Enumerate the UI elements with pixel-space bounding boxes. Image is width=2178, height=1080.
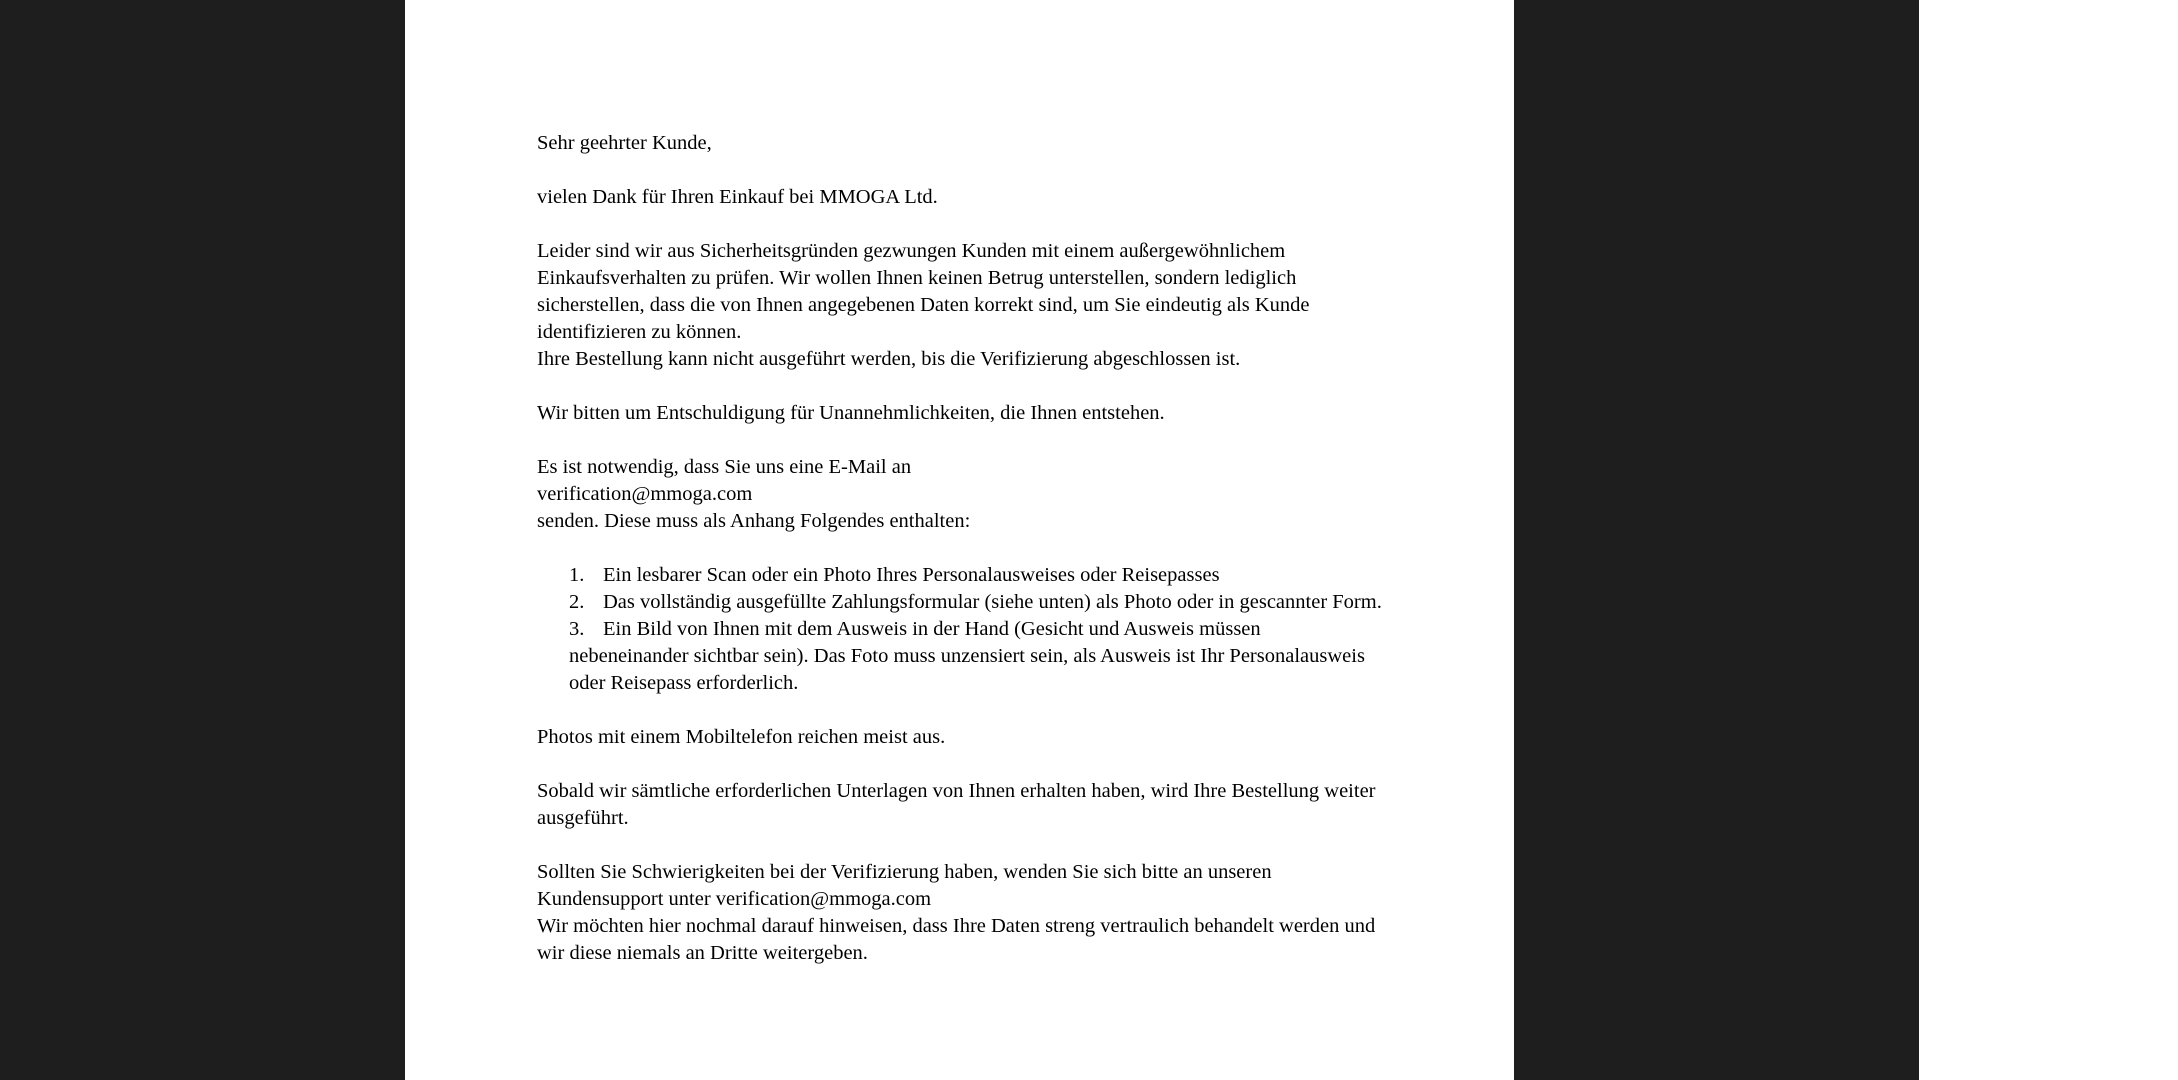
paragraph-gap: [537, 157, 1417, 184]
verification-email-address: verification@mmoga.com: [537, 483, 753, 505]
paragraph-gap: [537, 535, 1417, 562]
email-instruction-line-1: Es ist notwendig, dass Sie uns eine E-Mail an: [537, 456, 912, 478]
list-item-text: Ein lesbarer Scan oder ein Photo Ihres Personalausweises oder Reisepasses: [603, 564, 1220, 586]
greeting: Sehr geehrter Kunde,: [537, 132, 712, 154]
paragraph-gap: [537, 211, 1417, 238]
list-item-number: 1.: [569, 564, 585, 586]
support-line-2: Kundensupport unter verification@mmoga.com: [537, 888, 932, 910]
document-page[interactable]: [405, 0, 1514, 1080]
paragraph-gap: [537, 697, 1417, 724]
paragraph-gap: [537, 832, 1417, 859]
security-line-3: sicherstellen, dass die von Ihnen angegebenen Daten korrekt sind, um Sie eindeutig als Kunde: [537, 294, 1310, 316]
apology-paragraph: Wir bitten um Entschuldigung für Unannehmlichkeiten, die Ihnen entstehen.: [537, 402, 1165, 424]
thanks-paragraph: vielen Dank für Ihren Einkauf bei MMOGA Ltd.: [537, 186, 938, 208]
next-steps-line-1: Sobald wir sämtliche erforderlichen Unterlagen von Ihnen erhalten haben, wird Ihre Bestellung weiter: [537, 780, 1376, 802]
security-line-1: Leider sind wir aus Sicherheitsgründen gezwungen Kunden mit einem außergewöhnlichem: [537, 240, 1286, 262]
list-item-text: nebeneinander sichtbar sein). Das Foto muss unzensiert sein, als Ausweis ist Ihr Personalausweis: [569, 645, 1365, 667]
letter-body: [537, 130, 1417, 967]
list-item-text: Das vollständig ausgefüllte Zahlungsformular (siehe unten) als Photo oder in gescannter Form.: [603, 591, 1382, 613]
next-steps-line-2: ausgeführt.: [537, 807, 629, 829]
security-line-2: Einkaufsverhalten zu prüfen. Wir wollen Ihnen keinen Betrug unterstellen, sondern lediglich: [537, 267, 1297, 289]
list-item-number: 3.: [569, 618, 585, 640]
paragraph-gap: [537, 751, 1417, 778]
security-line-4: identifizieren zu können.: [537, 321, 742, 343]
order-hold-notice: Ihre Bestellung kann nicht ausgeführt werden, bis die Verifizierung abgeschlossen ist.: [537, 348, 1241, 370]
email-instruction-line-3: senden. Diese muss als Anhang Folgendes enthalten:: [537, 510, 971, 532]
mobile-note: Photos mit einem Mobiltelefon reichen meist aus.: [537, 726, 946, 748]
viewer-side-panel: [1514, 0, 1919, 1080]
adjacent-page: [1919, 0, 2178, 1080]
list-item-text: Ein Bild von Ihnen mit dem Ausweis in der Hand (Gesicht und Ausweis müssen: [603, 618, 1261, 640]
list-item: [569, 589, 1417, 616]
list-item-text: oder Reisepass erforderlich.: [569, 672, 799, 694]
list-item: [569, 562, 1417, 589]
support-line-1: Sollten Sie Schwierigkeiten bei der Verifizierung haben, wenden Sie sich bitte an unseren: [537, 861, 1272, 883]
paragraph-gap: [537, 373, 1417, 400]
privacy-line-1: Wir möchten hier nochmal darauf hinweisen, dass Ihre Daten streng vertraulich behandelt werden und: [537, 915, 1376, 937]
privacy-line-2: wir diese niemals an Dritte weitergeben.: [537, 942, 868, 964]
requirements-list: [537, 562, 1417, 697]
list-item: [569, 616, 1417, 697]
paragraph-gap: [537, 427, 1417, 454]
list-item-number: 2.: [569, 591, 585, 613]
